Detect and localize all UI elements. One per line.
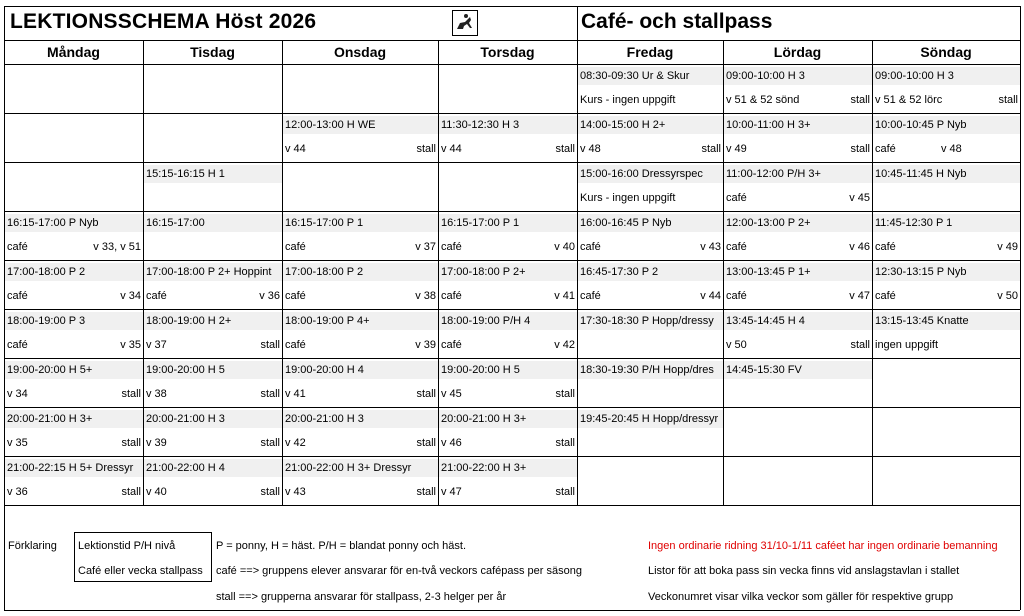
lesson-time-cell: [724, 410, 872, 428]
day-header-6: Lördag: [773, 44, 822, 60]
duty-cell: [144, 91, 282, 109]
grid-line: [438, 40, 439, 505]
grid-line: [4, 40, 1020, 41]
duty-week: stall: [260, 437, 280, 449]
lesson-time-cell: 13:15-13:45 Knatte: [873, 312, 1020, 330]
duty-week: stall: [416, 388, 436, 400]
duty-type: café: [285, 241, 306, 253]
duty-cell: [873, 483, 1020, 501]
duty-type: v 51 & 52 lörc: [875, 94, 943, 106]
duty-cell: [724, 189, 872, 207]
duty-cell: [439, 238, 577, 256]
duty-type: v 50: [726, 339, 747, 351]
grid-line: [872, 40, 873, 505]
duty-cell: [873, 91, 1020, 109]
duty-cell: [144, 336, 282, 354]
lesson-time-cell: 14:00-15:00 H 2+: [578, 116, 723, 134]
duty-week: stall: [555, 486, 575, 498]
duty-week: v 42: [554, 339, 575, 351]
duty-week: v 47: [849, 290, 870, 302]
day-header-5: Fredag: [626, 44, 674, 60]
lesson-time-cell: 10:00-11:00 H 3+: [724, 116, 872, 134]
lesson-time-cell: 12:30-13:15 P Nyb: [873, 263, 1020, 281]
grid-line: [577, 40, 578, 505]
lesson-time-cell: 11:30-12:30 H 3: [439, 116, 577, 134]
lesson-time-cell: 18:00-19:00 P 4+: [283, 312, 438, 330]
lesson-time-cell: [144, 116, 282, 134]
duty-week: v 36: [259, 290, 280, 302]
duty-cell: [439, 434, 577, 452]
duty-type: v 35: [7, 437, 28, 449]
lesson-time-cell: [578, 459, 723, 477]
grid-line: [4, 260, 1020, 261]
grid-line: [1020, 6, 1021, 610]
lesson-time-cell: 09:00-10:00 H 3: [873, 67, 1020, 85]
duty-cell: [5, 91, 143, 109]
duty-week: v 39: [415, 339, 436, 351]
duty-type: Kurs - ingen uppgift: [580, 192, 676, 204]
duty-cell: [724, 385, 872, 403]
duty-type: v 49: [726, 143, 747, 155]
duty-type: v 39: [146, 437, 167, 449]
duty-cell: [578, 287, 723, 305]
grid-line: [4, 6, 5, 610]
duty-type: café: [580, 290, 601, 302]
duty-cell: [283, 238, 438, 256]
lesson-time-cell: 17:00-18:00 P 2: [283, 263, 438, 281]
duty-week: stall: [121, 437, 141, 449]
duty-week: stall: [555, 143, 575, 155]
duty-cell: [144, 434, 282, 452]
duty-week: stall: [260, 388, 280, 400]
duty-cell: [144, 189, 282, 207]
duty-week: v 35: [120, 339, 141, 351]
duty-cell: [5, 483, 143, 501]
duty-cell: [5, 189, 143, 207]
note-booking-lists: Listor för att boka pass sin vecka finns vid anslagstavlan i stallet: [648, 565, 960, 577]
legend-key-line2: Café eller vecka stallpass: [78, 565, 203, 577]
duty-type: v 44: [285, 143, 306, 155]
note-no-riding: Ingen ordinarie ridning 31/10-1/11 caféet har ingen ordinarie bemanning: [648, 540, 998, 552]
duty-cell: [283, 189, 438, 207]
lesson-time-cell: [283, 165, 438, 183]
lesson-time-cell: 17:00-18:00 P 2: [5, 263, 143, 281]
legend-key-line1: Lektionstid P/H nivå: [78, 540, 176, 552]
lesson-time-cell: 16:00-16:45 P Nyb: [578, 214, 723, 232]
lesson-time-cell: 20:00-21:00 H 3: [144, 410, 282, 428]
lesson-time-cell: 09:00-10:00 H 3: [724, 67, 872, 85]
duty-type: café: [726, 192, 747, 204]
duty-type: v 34: [7, 388, 28, 400]
grid-line: [4, 309, 1020, 310]
lesson-time-cell: 21:00-22:15 H 5+ Dressyr: [5, 459, 143, 477]
duty-week: stall: [416, 143, 436, 155]
duty-type: café: [285, 339, 306, 351]
duty-week: stall: [260, 339, 280, 351]
lesson-time-cell: 08:30-09:30 Ur & Skur: [578, 67, 723, 85]
duty-cell: [873, 385, 1020, 403]
duty-type: v 41: [285, 388, 306, 400]
duty-cell: [578, 385, 723, 403]
duty-week: v 45: [849, 192, 870, 204]
lesson-time-cell: [724, 459, 872, 477]
duty-week: stall: [850, 339, 870, 351]
day-header-2: Tisdag: [190, 44, 235, 60]
lesson-time-cell: 20:00-21:00 H 3: [283, 410, 438, 428]
duty-cell: [578, 238, 723, 256]
lesson-time-cell: 18:00-19:00 P/H 4: [439, 312, 577, 330]
lesson-time-cell: 21:00-22:00 H 3+ Dressyr: [283, 459, 438, 477]
day-header-1: Måndag: [47, 44, 100, 60]
duty-week: stall: [850, 94, 870, 106]
legend-label: Förklaring: [8, 540, 57, 552]
duty-cell: [283, 91, 438, 109]
lesson-time-cell: 16:15-17:00 P 1: [439, 214, 577, 232]
duty-week: stall: [850, 143, 870, 155]
duty-cell: [873, 434, 1020, 452]
lesson-time-cell: [283, 67, 438, 85]
duty-cell: [578, 336, 723, 354]
duty-cell: [578, 91, 723, 109]
duty-type: café: [441, 290, 462, 302]
duty-cell: [144, 287, 282, 305]
duty-cell: [873, 238, 1020, 256]
duty-week: v 43: [700, 241, 721, 253]
duty-cell: [724, 238, 872, 256]
duty-type: café: [146, 290, 167, 302]
lesson-time-cell: 11:45-12:30 P 1: [873, 214, 1020, 232]
lesson-time-cell: 21:00-22:00 H 4: [144, 459, 282, 477]
duty-week: v 49: [997, 241, 1018, 253]
lesson-time-cell: 20:00-21:00 H 3+: [5, 410, 143, 428]
grid-line: [4, 505, 1020, 506]
lesson-time-cell: 16:15-17:00: [144, 214, 282, 232]
duty-type: v 44: [441, 143, 462, 155]
lesson-time-cell: [439, 165, 577, 183]
grid-line: [723, 40, 724, 505]
duty-week: stall: [416, 486, 436, 498]
lesson-time-cell: 21:00-22:00 H 3+: [439, 459, 577, 477]
duty-type: v 46: [441, 437, 462, 449]
duty-week: v 37: [415, 241, 436, 253]
duty-cell: [873, 189, 1020, 207]
grid-line: [143, 40, 144, 505]
grid-line: [4, 6, 1020, 7]
duty-cell: [578, 189, 723, 207]
duty-cell: [578, 483, 723, 501]
note-week-numbers: Veckonumret visar vilka veckor som gäller för respektive grupp: [648, 591, 954, 603]
lesson-time-cell: 16:15-17:00 P 1: [283, 214, 438, 232]
duty-type: ingen uppgift: [875, 339, 938, 351]
duty-type: Kurs - ingen uppgift: [580, 94, 676, 106]
duty-type: café: [875, 241, 896, 253]
duty-cell: [5, 140, 143, 158]
page-subtitle: Café- och stallpass: [581, 10, 773, 33]
day-header-7: Söndag: [920, 44, 972, 60]
duty-cell: [144, 140, 282, 158]
grid-line: [4, 407, 1020, 408]
duty-week: v 33, v 51: [93, 241, 141, 253]
duty-cell: [873, 287, 1020, 305]
lesson-time-cell: 17:00-18:00 P 2+ Hoppint: [144, 263, 282, 281]
lesson-time-cell: 19:00-20:00 H 5: [439, 361, 577, 379]
duty-week: v 46: [849, 241, 870, 253]
lesson-time-cell: [873, 459, 1020, 477]
duty-cell: [578, 140, 723, 158]
grid-line: [4, 113, 1020, 114]
duty-type: v 36: [7, 486, 28, 498]
page-title: LEKTIONSSCHEMA Höst 2026: [10, 10, 317, 33]
lesson-time-cell: 18:00-19:00 H 2+: [144, 312, 282, 330]
lesson-time-cell: [5, 67, 143, 85]
grid-line: [4, 456, 1020, 457]
duty-type: café: [875, 143, 896, 155]
duty-cell: [724, 140, 872, 158]
duty-cell: [283, 287, 438, 305]
duty-cell: [578, 434, 723, 452]
duty-week: stall: [416, 437, 436, 449]
duty-cell: [439, 385, 577, 403]
duty-cell: [439, 140, 577, 158]
duty-type: café: [7, 339, 28, 351]
lesson-time-cell: 15:15-16:15 H 1: [144, 165, 282, 183]
lesson-time-cell: 10:00-10:45 P Nyb: [873, 116, 1020, 134]
lesson-time-cell: 12:00-13:00 P 2+: [724, 214, 872, 232]
lesson-time-cell: 20:00-21:00 H 3+: [439, 410, 577, 428]
duty-cell: [873, 140, 1020, 158]
duty-week: v 40: [554, 241, 575, 253]
lesson-time-cell: 19:00-20:00 H 5: [144, 361, 282, 379]
duty-cell: [5, 238, 143, 256]
duty-type: café: [580, 241, 601, 253]
duty-cell: [439, 189, 577, 207]
duty-type: café: [7, 290, 28, 302]
grid-line: [282, 40, 283, 505]
duty-week: v 48: [941, 143, 962, 155]
day-header-3: Onsdag: [333, 44, 387, 60]
duty-week: stall: [121, 486, 141, 498]
lesson-time-cell: 17:30-18:30 P Hopp/dressy: [578, 312, 723, 330]
lesson-time-cell: [5, 116, 143, 134]
grid-line: [4, 162, 1020, 163]
duty-type: v 51 & 52 sönd: [726, 94, 800, 106]
duty-week: v 41: [554, 290, 575, 302]
duty-cell: [724, 336, 872, 354]
duty-type: v 47: [441, 486, 462, 498]
lesson-time-cell: 12:00-13:00 H WE: [283, 116, 438, 134]
duty-cell: [5, 385, 143, 403]
duty-type: café: [726, 241, 747, 253]
duty-type: v 42: [285, 437, 306, 449]
duty-week: stall: [555, 388, 575, 400]
lesson-time-cell: 16:45-17:30 P 2: [578, 263, 723, 281]
day-header-4: Torsdag: [480, 44, 535, 60]
lesson-time-cell: 15:00-16:00 Dressyrspec: [578, 165, 723, 183]
duty-cell: [144, 385, 282, 403]
duty-cell: [724, 91, 872, 109]
grid-line: [577, 6, 578, 40]
lesson-time-cell: 16:15-17:00 P Nyb: [5, 214, 143, 232]
lesson-time-cell: 17:00-18:00 P 2+: [439, 263, 577, 281]
duty-cell: [283, 336, 438, 354]
duty-type: café: [875, 290, 896, 302]
lesson-time-cell: 10:45-11:45 H Nyb: [873, 165, 1020, 183]
horse-rider-logo-icon: [452, 10, 478, 36]
lesson-time-cell: [144, 67, 282, 85]
grid-line: [4, 211, 1020, 212]
duty-cell: [439, 483, 577, 501]
lesson-time-cell: 14:45-15:30 FV: [724, 361, 872, 379]
duty-cell: [439, 287, 577, 305]
duty-cell: [5, 336, 143, 354]
lesson-time-cell: 11:00-12:00 P/H 3+: [724, 165, 872, 183]
legend-explanation-3: stall ==> grupperna ansvarar för stallpass, 2-3 helger per år: [216, 591, 507, 603]
duty-week: v 34: [120, 290, 141, 302]
duty-week: v 44: [700, 290, 721, 302]
duty-cell: [5, 287, 143, 305]
legend-explanation-1: P = ponny, H = häst. P/H = blandat ponny och häst.: [216, 540, 467, 552]
lesson-time-cell: [873, 361, 1020, 379]
duty-cell: [724, 434, 872, 452]
duty-cell: [439, 91, 577, 109]
duty-cell: [439, 336, 577, 354]
grid-line: [4, 610, 1020, 611]
lesson-time-cell: 13:45-14:45 H 4: [724, 312, 872, 330]
duty-cell: [283, 434, 438, 452]
lesson-time-cell: 18:00-19:00 P 3: [5, 312, 143, 330]
duty-type: v 38: [146, 388, 167, 400]
duty-week: stall: [701, 143, 721, 155]
duty-cell: [873, 336, 1020, 354]
grid-line: [4, 358, 1020, 359]
lesson-time-cell: 19:00-20:00 H 5+: [5, 361, 143, 379]
lesson-time-cell: 19:00-20:00 H 4: [283, 361, 438, 379]
duty-cell: [144, 483, 282, 501]
duty-type: café: [285, 290, 306, 302]
legend-explanation-2: café ==> gruppens elever ansvarar för en-två veckors cafépass per säsong: [216, 565, 582, 577]
duty-week: v 38: [415, 290, 436, 302]
duty-cell: [724, 483, 872, 501]
duty-cell: [283, 385, 438, 403]
lesson-time-cell: [439, 67, 577, 85]
duty-week: stall: [998, 94, 1018, 106]
duty-week: stall: [260, 486, 280, 498]
duty-week: stall: [555, 437, 575, 449]
lesson-time-cell: 13:00-13:45 P 1+: [724, 263, 872, 281]
duty-week: v 50: [997, 290, 1018, 302]
duty-cell: [283, 140, 438, 158]
duty-cell: [283, 483, 438, 501]
lesson-time-cell: 19:45-20:45 H Hopp/dressyr: [578, 410, 723, 428]
duty-type: café: [441, 339, 462, 351]
duty-type: v 40: [146, 486, 167, 498]
lesson-time-cell: [5, 165, 143, 183]
duty-cell: [5, 434, 143, 452]
lesson-time-cell: 18:30-19:30 P/H Hopp/dres: [578, 361, 723, 379]
duty-cell: [724, 287, 872, 305]
duty-week: stall: [121, 388, 141, 400]
duty-type: v 48: [580, 143, 601, 155]
grid-line: [4, 64, 1020, 65]
duty-type: café: [7, 241, 28, 253]
duty-cell: [144, 238, 282, 256]
lesson-time-cell: [873, 410, 1020, 428]
duty-type: v 37: [146, 339, 167, 351]
duty-type: café: [726, 290, 747, 302]
duty-type: café: [441, 241, 462, 253]
duty-type: v 45: [441, 388, 462, 400]
duty-type: v 43: [285, 486, 306, 498]
